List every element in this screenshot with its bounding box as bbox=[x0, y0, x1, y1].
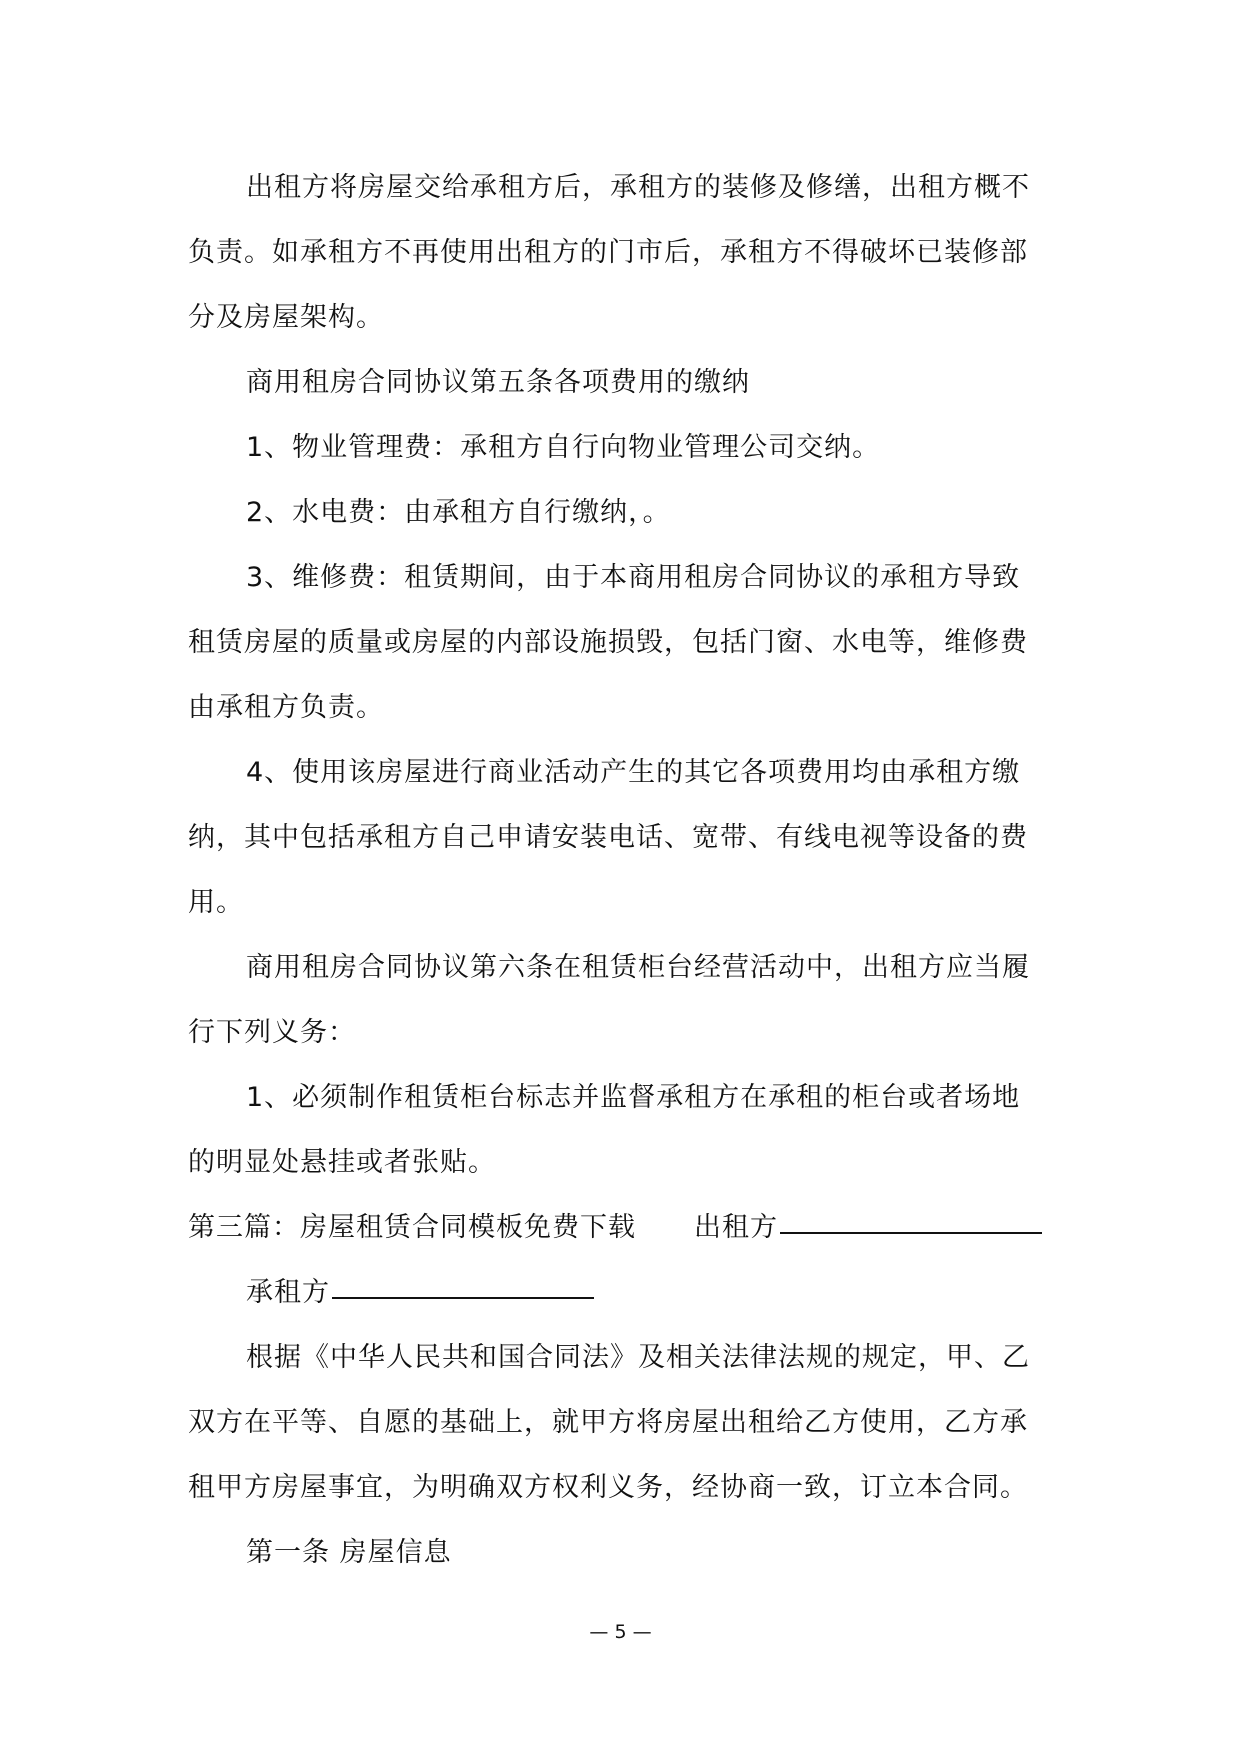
list-item bbox=[188, 1065, 1058, 1195]
list-item bbox=[188, 480, 1058, 545]
list-item bbox=[188, 545, 1058, 740]
page-number: — 5 — bbox=[589, 1621, 652, 1643]
paragraph bbox=[188, 155, 1058, 350]
text-line: 的明显处悬挂或者张贴。 bbox=[188, 1147, 496, 1178]
text-line: 商用租房合同协议第五条各项费用的缴纳 bbox=[246, 367, 750, 398]
text-line: 用。 bbox=[188, 887, 244, 918]
text-line: 行下列义务： bbox=[188, 1017, 356, 1048]
section-title-article-6 bbox=[188, 935, 1058, 1065]
document-body bbox=[188, 155, 1058, 1585]
text-line: 商用租房合同协议第六条在租赁柜台经营活动中，出租方应当履 bbox=[246, 952, 1030, 983]
paragraph bbox=[188, 1325, 1058, 1520]
text-line: 1、物业管理费：承租方自行向物业管理公司交纳。 bbox=[246, 432, 881, 463]
text-line: 由承租方负责。 bbox=[188, 692, 384, 723]
text-line: 根据《中华人民共和国合同法》及相关法律法规的规定，甲、乙 bbox=[246, 1342, 1030, 1373]
article-heading bbox=[188, 1520, 1058, 1585]
lessee-row bbox=[188, 1260, 1058, 1325]
text-line: 1、必须制作租赁柜台标志并监督承租方在承租的柜台或者场地 bbox=[246, 1082, 1021, 1113]
list-item bbox=[188, 415, 1058, 480]
text-line: 纳，其中包括承租方自己申请安装电话、宽带、有线电视等设备的费 bbox=[188, 822, 1028, 853]
section-title-article-5 bbox=[188, 350, 1058, 415]
section-heading: 第三篇：房屋租赁合同模板免费下载 bbox=[188, 1212, 636, 1243]
text-line: 负责。如承租方不再使用出租方的门市后，承租方不得破坏已装修部 bbox=[188, 237, 1028, 268]
text-line: 2、水电费：由承租方自行缴纳，。 bbox=[246, 497, 671, 528]
text-line: 4、使用该房屋进行商业活动产生的其它各项费用均由承租方缴 bbox=[246, 757, 1021, 788]
lessee-line bbox=[188, 1260, 1058, 1325]
text-line: 出租方将房屋交给承租方后，承租方的装修及修缮，出租方概不 bbox=[246, 172, 1030, 203]
text-line: 租甲方房屋事宜，为明确双方权利义务，经协商一致，订立本合同。 bbox=[188, 1472, 1028, 1503]
lessor-blank-line[interactable] bbox=[780, 1231, 1042, 1234]
text-line: 分及房屋架构。 bbox=[188, 302, 384, 333]
list-item bbox=[188, 740, 1058, 935]
lessor-label: 出租方 bbox=[694, 1212, 778, 1243]
text-line: 双方在平等、自愿的基础上，就甲方将房屋出租给乙方使用，乙方承 bbox=[188, 1407, 1028, 1438]
section-heading-row bbox=[188, 1195, 1058, 1260]
text-line: 3、维修费：租赁期间，由于本商用租房合同协议的承租方导致 bbox=[246, 562, 1021, 593]
lessee-label: 承租方 bbox=[246, 1277, 330, 1308]
text-line: 租赁房屋的质量或房屋的内部设施损毁，包括门窗、水电等，维修费 bbox=[188, 627, 1028, 658]
heading-and-lessor bbox=[188, 1195, 1058, 1260]
text-line: 第一条 房屋信息 bbox=[246, 1537, 452, 1568]
lessee-blank-line[interactable] bbox=[332, 1296, 594, 1299]
